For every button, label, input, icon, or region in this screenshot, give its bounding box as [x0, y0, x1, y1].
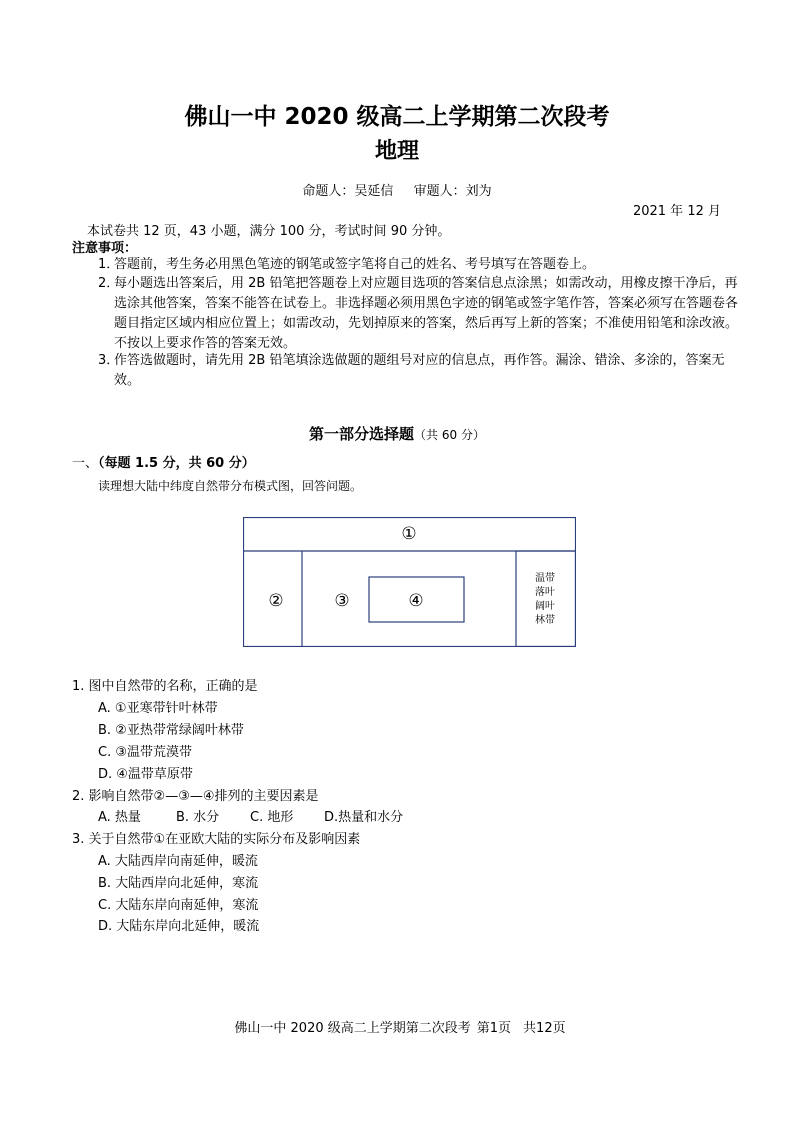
- notice-item-text: 每小题选出答案后，用 2B 铅笔把答题卷上对应题目选项的答案信息点涂黑；如需改动，用橡皮擦干净后，再选涂其他答案，答案不能答在试卷上。非选择题必须用黑色字迹的钢笔或签字笔作答，答案必须写在答题卷各题目指定区域内相应位置上；如需改动，先划掉原来的答案，然后再写上新的答案；不准使用铅笔和涂改液。不按以上要求作答的答案无效。: [114, 276, 739, 351]
- notice-item-text: 答题前，考生务必用黑色笔迹的钢笔或签字笔将自己的姓名、考号填写在答题卷上。: [114, 257, 596, 272]
- part-prefix: 一、: [72, 456, 99, 471]
- notice-item-number: 3．: [98, 353, 120, 368]
- zone1-label: ①: [401, 524, 417, 544]
- reviewer-label: 审题人：刘为: [413, 184, 492, 199]
- notice-item-number: 2．: [98, 276, 120, 291]
- diagram-right-zone: [516, 551, 576, 647]
- author-label: 命题人：吴延信: [302, 184, 394, 199]
- part-heading: [72, 452, 255, 471]
- notice-item-number: 1．: [98, 257, 120, 272]
- notice-item: [98, 351, 742, 391]
- exam-title: 佛山一中 2020 级高二上学期第二次段考: [184, 104, 610, 130]
- right-zone-label-line: 阔叶: [535, 601, 555, 612]
- notice-item-text: 作答选做题时，请先用 2B 铅笔填涂选做题的题组号对应的信息点，再作答。漏涂、错涂、多涂的，答案无效。: [114, 353, 725, 388]
- notice-item: [98, 274, 742, 354]
- question-option: B. ②亚热带常绿阔叶林带: [98, 723, 244, 738]
- zone2-label: ②: [268, 591, 284, 611]
- right-zone-label-line: 林带: [535, 615, 555, 626]
- footer-total-pages: 共12页: [523, 1021, 566, 1036]
- zone4-label: ④: [408, 591, 424, 611]
- reading-prompt: 读理想大陆中纬度自然带分布模式图，回答问题。: [98, 479, 363, 493]
- question-option: A. 热量: [98, 810, 141, 825]
- question-option: C. ③温带荒漠带: [98, 745, 192, 760]
- zone3-label: ③: [334, 591, 350, 611]
- question-option: D.热量和水分: [324, 810, 404, 825]
- question-option: C. 地形: [250, 810, 294, 825]
- question-stem: 2. 影响自然带②—③—④排列的主要因素是: [72, 789, 319, 804]
- subject-title: 地理: [374, 139, 419, 164]
- right-zone-label-line: 落叶: [535, 587, 555, 598]
- question-option: D. ④温带草原带: [98, 767, 193, 782]
- section-heading: [0, 423, 794, 444]
- section-score: （共 60 分）: [414, 428, 485, 442]
- question-option: B. 大陆西岸向北延伸，寒流: [98, 876, 259, 891]
- exam-date: 2021 年 12 月: [632, 204, 721, 219]
- question-stem: 3. 关于自然带①在亚欧大陆的实际分布及影响因素: [72, 832, 361, 847]
- notice-item: [98, 255, 723, 275]
- question-option: A. 大陆西岸向南延伸，暖流: [98, 854, 258, 869]
- page-footer: [0, 1017, 794, 1036]
- notice-title: 注意事项：: [72, 241, 138, 256]
- section-title: 第一部分选择题: [309, 425, 415, 443]
- question-option: D. 大陆东岸向北延伸，暖流: [98, 919, 260, 934]
- footer-title: 佛山一中 2020 级高二上学期第二次段考: [234, 1021, 471, 1036]
- natural-zone-diagram: [243, 517, 576, 647]
- footer-page-number: 第1页: [476, 1021, 512, 1036]
- question-option: A. ①亚寒带针叶林带: [98, 701, 218, 716]
- question-option: C. 大陆东岸向南延伸，寒流: [98, 898, 259, 913]
- question-option: B. 水分: [176, 810, 220, 825]
- right-zone-label-line: 温带: [535, 573, 555, 584]
- question-stem: 1. 图中自然带的名称，正确的是: [72, 679, 258, 694]
- exam-intro: 本试卷共 12 页，43 小题，满分 100 分，考试时间 90 分钟。: [87, 224, 451, 239]
- authors-line: [0, 180, 794, 199]
- part-label: （每题 1.5 分，共 60 分）: [98, 456, 255, 471]
